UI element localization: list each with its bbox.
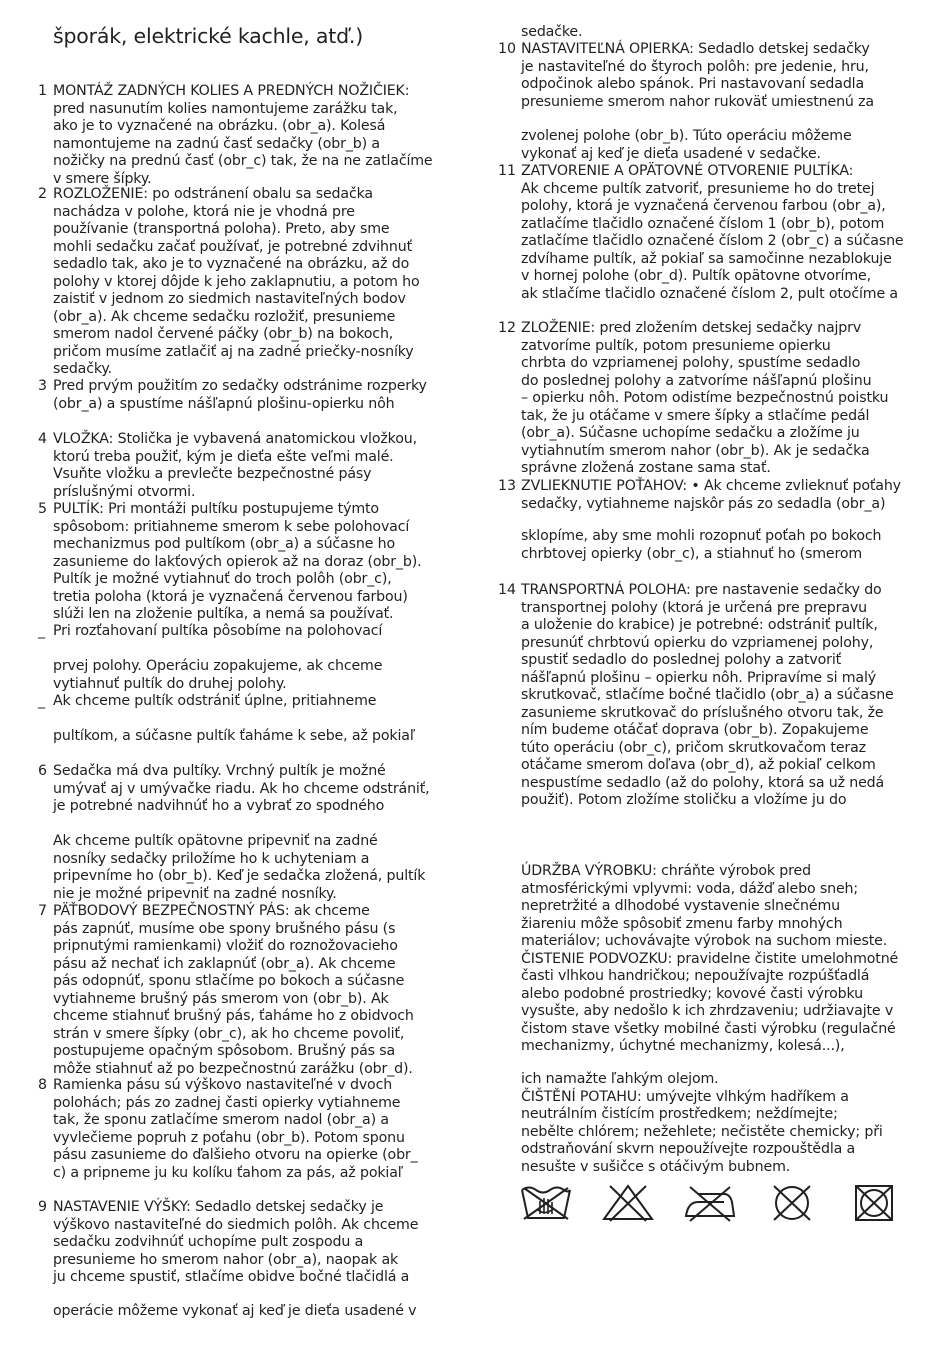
text-line: presunieme ho smerom nahor (obr_a), naopak ak [53, 1251, 399, 1268]
item-text [53, 431, 473, 501]
item-number: 13 [498, 478, 517, 494]
text-line: nosníky sedačky priložíme ho k uchyteniam a [53, 850, 370, 867]
text-line: v smere šípky. [53, 170, 152, 187]
item-text [53, 83, 473, 188]
text-line: používanie (transportná poloha). Preto, aby sme [53, 221, 390, 237]
text-line: PÄŤBODOVÝ BEZPEČNOSTNÝ PÁS: ak chceme [53, 903, 370, 919]
text-line: (obr_a). Ak chceme sedačku rozložiť, presunieme [53, 308, 396, 325]
text-line: polohách; pás zo zadnej časti opierky vytiahneme [53, 1094, 401, 1111]
text-line: a uloženie do krabice) je potrebné: odstrániť pultík, [521, 617, 878, 633]
text-line: Ak chceme pultík odstrániť úplne, pritiahneme [53, 693, 377, 709]
item-number: 10 [498, 41, 517, 57]
page-title: šporák, elektrické kachle, atď.) [53, 24, 364, 48]
text-line: mohli sedačku začať používať, je potrebné zdvihnuť [53, 238, 412, 255]
text-line: pultíkom, a súčasne pultík ťaháme k sebe, až pokiaľ [53, 728, 416, 744]
text-line: nachádza v polohe, ktorá nie je vhodná pre [53, 203, 355, 220]
item-number: 4 [38, 431, 48, 447]
item-text [53, 1199, 473, 1287]
item-text [521, 163, 941, 303]
text-line: chrbtovej opierky (obr_c), a stiahnuť ho (smerom [521, 545, 863, 562]
text-line: ČIŠTĚNÍ POTAHU: umývejte vlhkým hadříkem a [521, 1088, 849, 1105]
text-line: ZLOŽENIE: pred zložením detskej sedačky najprv [521, 320, 862, 336]
text-line: tretia poloha (ktorá je vyznačená červenou farbou) [53, 588, 408, 605]
item-number: _ [38, 693, 46, 709]
text-line: sedadlo tak, ako je to vyznačené na obrázku, až do [53, 256, 410, 272]
text-line: nebělte chlórem; nežehlete; nečistěte chemicky; při [521, 1123, 883, 1140]
text-line: presunúť chrbtovú opierku do vzpriamenej polohy, [521, 634, 874, 651]
text-line: ktorú treba použiť, kým je dieťa ešte veľmi malé. [53, 448, 394, 465]
text-line: vytiahnutím smerom nahor (obr_b). Ak je sedačka [521, 442, 870, 459]
no-tumble-dry-icon [848, 1184, 900, 1222]
text-line: sedačke. [521, 24, 583, 40]
text-line: pásu až nechať ich zaklapnúť (obr_a). Ak chceme [53, 955, 396, 972]
text-line: postupujeme opačným spôsobom. Brušný pás sa [53, 1043, 396, 1059]
text-line: polohy, ktorá je vyznačená červenou farbou (obr_a), [521, 198, 886, 214]
text-line: operácie môžeme vykonať aj keď je dieťa usadené v [53, 1303, 417, 1319]
item-text [521, 24, 941, 42]
text-line: vytiahnuť pultík do druhej polohy. [53, 675, 287, 692]
text-line: Pri rozťahovaní pultíka pôsobíme na polohovací [53, 623, 383, 639]
text-line: (obr_a) a spustíme nášľapnú plošinu-opierku nôh [53, 395, 395, 412]
no-bleach-icon [602, 1184, 654, 1222]
item-text [53, 728, 473, 746]
text-line: žiareniu môže spôsobiť zmenu farby mnohých [521, 915, 843, 932]
text-line: zvolenej polohe (obr_b). Túto operáciu môžeme [521, 128, 852, 144]
text-line: alebo podobné prostriedky; kovové časti výrobku [521, 985, 863, 1002]
item-text [53, 378, 473, 413]
text-line: tak, že ju otáčame v smere šípky a stlačíme pedál [521, 407, 870, 424]
no-dry-clean-icon [766, 1184, 818, 1222]
item-number: 9 [38, 1199, 48, 1215]
text-line: pás odopnúť, sponu stlačíme po bokoch a súčasne [53, 973, 405, 989]
text-line: materiálov; uchovávajte výrobok na suchom mieste. [521, 933, 888, 949]
item-text [521, 582, 941, 810]
text-line: zatvoríme pultík, potom presunieme opierku [521, 337, 831, 354]
item-number: 8 [38, 1077, 48, 1093]
text-line: presunieme smerom nahor rukoväť umiestnenú za [521, 93, 874, 110]
text-line: atmosférickými vplyvmi: voda, dážď alebo sneh; [521, 880, 859, 897]
text-line: pás zapnúť, musíme obe spony brušného pásu (s [53, 920, 396, 937]
item-text [521, 1071, 941, 1176]
text-line: (obr_a). Súčasne uchopíme sedačku a zložíme ju [521, 425, 860, 441]
text-line: polohy v ktorej dôjde k jeho zaklapnutiu, a potom ho [53, 273, 420, 290]
item-number: 7 [38, 903, 48, 919]
text-line: ÚDRŽBA VÝROBKU: chráňte výrobok pred [521, 863, 811, 879]
text-line: Ak chceme pultík zatvoriť, presunieme ho do tretej [521, 180, 875, 197]
text-line: do poslednej polohy a zatvoríme nášľapnú plošinu [521, 372, 872, 389]
text-line: zdvíhame pultík, až pokiaľ sa samočinne nezablokuje [521, 250, 892, 267]
text-line: vytiahneme brušný pás smerom von (obr_b). Ak [53, 990, 389, 1007]
text-line: ROZLOŽENIE: po odstránení obalu sa sedačka [53, 186, 373, 202]
text-line: mechanizmy, úchytné mechanizmy, kolesá...), [521, 1038, 845, 1054]
text-line: čistom stave všetky mobilné časti výrobku (regulačné [521, 1020, 896, 1037]
text-line: transportnej polohy (ktorá je určená pre prepravu [521, 599, 867, 616]
text-line: je nastaviteľné do štyroch polôh: pre jedenie, hru, [521, 58, 869, 75]
item-text [53, 658, 473, 693]
item-number: 1 [38, 83, 48, 99]
text-line: sedačku zodvihnúť uchopíme pult zospodu a [53, 1234, 364, 1250]
text-line: nožičky na prednú časť (obr_c) tak, že na ne zatlačíme [53, 153, 433, 169]
text-line: nepretržité a dlhodobé vystavenie slnečnému [521, 898, 840, 914]
text-line: NASTAVITEĽNÁ OPIERKA: Sedadlo detskej sedačky [521, 41, 870, 57]
text-line: zaistiť v jednom zo siedmich nastaviteľných bodov [53, 291, 406, 307]
text-line: chrbta do vzpriamenej polohy, spustíme sedadlo [521, 355, 861, 371]
text-line: nespustíme sedadlo (až do polohy, ktorá sa už nedá [521, 774, 885, 791]
text-line: príslušnými otvormi. [53, 483, 196, 500]
item-text [53, 833, 473, 903]
text-line: sklopíme, aby sme mohli rozopnuť poťah po bokoch [521, 528, 882, 544]
text-line: je potrebné nadvihnúť ho a vybrať zo spodného [53, 798, 385, 814]
text-line: mechanizmus pod pultíkom (obr_a) a súčasne ho [53, 536, 396, 552]
text-line: ZATVORENIE A OPÄTOVNÉ OTVORENIE PULTÍKA: [521, 163, 854, 179]
item-text [53, 903, 473, 1078]
text-line: zatlačíme tlačidlo označené číslom 1 (obr_b), potom [521, 215, 885, 232]
item-text [53, 1077, 473, 1182]
text-line: smerom nadol červené páčky (obr_b) na bokoch, [53, 326, 394, 342]
text-line: tak, že sponu zatlačíme smerom nadol (obr_a) a [53, 1112, 389, 1128]
item-text [53, 501, 473, 624]
item-text [521, 41, 941, 111]
text-line: MONTÁŽ ZADNÝCH KOLIES A PREDNÝCH NOŽIČIEK: [53, 83, 410, 99]
text-line: ním budeme otáčať doprava (obr_b). Zopakujeme [521, 722, 869, 738]
text-line: ju chceme spustiť, stlačíme obidve bočné tlačidlá a [53, 1269, 410, 1285]
text-line: VLOŽKA: Stolička je vybavená anatomickou vložkou, [53, 431, 417, 447]
text-line: môže stiahnuť až po bezpečnostnú zarážku (obr_d). [53, 1060, 413, 1077]
text-line: Vsuňte vložku a prevlečte bezpečnostné pásy [53, 466, 372, 482]
text-line: TRANSPORTNÁ POLOHA: pre nastavenie sedačky do [521, 582, 882, 598]
text-line: odstraňování skvrn nepoužívejte rozpouštědla a [521, 1141, 856, 1157]
item-text [53, 623, 473, 641]
text-line: použiť). Potom zložíme stoličku a vložíme ju do [521, 792, 847, 808]
text-line: pripevníme ho (obr_b). Keď je sedačka zložená, pultík [53, 868, 426, 884]
text-line: vykonať aj keď je dieťa usadené v sedačke. [521, 145, 821, 162]
text-line: otáčame smerom doľava (obr_d), až pokiaľ celkom [521, 757, 876, 773]
item-text [53, 186, 473, 379]
text-line: v hornej polohe (obr_d). Pultík opätovne otvoríme, [521, 268, 871, 284]
item-number: 3 [38, 378, 48, 394]
item-number: _ [38, 623, 46, 639]
text-line: pred nasunutím kolies namontujeme zarážku tak, [53, 100, 398, 117]
text-line: ČISTENIE PODVOZKU: pravidelne čistite umelohmotné [521, 950, 899, 967]
text-line: c) a pripneme ju ku kolíku ťahom za pás, až pokiaľ [53, 1164, 403, 1181]
text-line: časti vlhkou handričkou; nepoužívajte rozpúšťadlá [521, 968, 870, 984]
text-line: pričom musíme zatlačiť aj na zadné priečky-nosníky [53, 343, 414, 360]
text-line: nášľapnú plošinu – opierku nôh. Pripravíme si malý [521, 669, 877, 686]
text-line: sedačky. [53, 361, 113, 377]
item-text [53, 1303, 473, 1321]
text-line: ako je to vyznačené na obrázku. (obr_a). Kolesá [53, 118, 386, 134]
text-line: – opierku nôh. Potom odistíme bezpečnostnú poistku [521, 390, 889, 406]
item-number: 11 [498, 163, 517, 179]
text-line: chceme stiahnuť brušný pás, ťaháme ho z obidvoch [53, 1008, 414, 1024]
text-line: spustiť sedadlo do poslednej polohy a zatvoriť [521, 652, 842, 668]
text-line: ZVLIEKNUTIE POŤAHOV: • Ak chceme zvlieknuť poťahy [521, 478, 901, 494]
text-line: spôsobom: pritiahneme smerom k sebe polohovací [53, 518, 410, 535]
text-line: výškovo nastaviteľné do siedmich polôh. Ak chceme [53, 1216, 419, 1233]
hand-wash-icon [520, 1184, 572, 1222]
text-line: nie je možné pripevniť na zadné nosníky. [53, 885, 337, 902]
item-number: 5 [38, 501, 48, 517]
text-line: ak stlačíme tlačidlo označené číslom 2, pult otočíme a [521, 285, 898, 302]
text-line: nesušte v sušičce s otáčivým bubnem. [521, 1158, 791, 1175]
text-line: vyvlečieme popruh z poťahu (obr_b). Potom sponu [53, 1129, 405, 1146]
text-line: zatlačíme tlačidlo označené číslom 2 (obr_c) a súčasne [521, 233, 904, 249]
text-line: túto operáciu (obr_c), pričom skrutkovačom teraz [521, 739, 866, 756]
text-line: ich namažte ľahkým olejom. [521, 1071, 719, 1087]
text-line: vysušte, aby nedošlo k ich zhrdzaveniu; udržiavajte v [521, 1003, 894, 1019]
text-line: PULTÍK: Pri montáži pultíku postupujeme týmto [53, 501, 379, 517]
text-line: skrutkovač, stlačíme bočné tlačidlo (obr_a) a súčasne [521, 687, 894, 703]
item-number: 2 [38, 186, 48, 202]
text-line: strán v smere šípky (obr_c), ak ho chceme povoliť, [53, 1025, 405, 1042]
text-line: odpočinok alebo spánok. Pri nastavovaní sedadla [521, 76, 865, 92]
text-line: Pultík je možné vytiahnuť do troch polôh (obr_c), [53, 571, 392, 587]
item-number: 6 [38, 763, 48, 779]
text-line: Ak chceme pultík opätovne pripevniť na zadné [53, 833, 378, 849]
text-line: správne zložená zostane sama stať. [521, 460, 771, 476]
item-number: 14 [498, 582, 517, 598]
text-line: zasunieme do lakťových opierok až na doraz (obr_b). [53, 553, 422, 570]
item-text [53, 693, 473, 711]
text-line: Pred prvým použitím zo sedačky odstránime rozperky [53, 378, 427, 394]
text-line: slúži len na zloženie pultíka, a nemá sa používať. [53, 606, 394, 622]
item-text [521, 478, 941, 513]
item-text [521, 128, 941, 163]
text-line: NASTAVENIE VÝŠKY: Sedadlo detskej sedačky je [53, 1199, 384, 1215]
text-line: pásu zasunieme do ďalšieho otvoru na opierke (obr_ [53, 1147, 418, 1163]
item-text [521, 863, 941, 1056]
item-text [521, 320, 941, 478]
item-text [521, 528, 941, 563]
text-line: pripnutými ramienkami) vložiť do roznožovacieho [53, 938, 398, 954]
text-line: namontujeme na zadnú časť sedačky (obr_b) a [53, 135, 380, 152]
item-text [53, 763, 473, 816]
care-symbols [520, 1184, 900, 1224]
text-line: prvej polohy. Operáciu zopakujeme, ak chceme [53, 658, 383, 674]
text-line: Sedačka má dva pultíky. Vrchný pultík je možné [53, 763, 386, 779]
text-line: neutrálním čistícím prostředkem; neždímejte; [521, 1106, 838, 1122]
text-line: Ramienka pásu sú výškovo nastaviteľné v dvoch [53, 1077, 393, 1093]
text-line: umývať aj v umývačke riadu. Ak ho chceme odstrániť, [53, 780, 430, 797]
item-number: 12 [498, 320, 517, 336]
no-iron-icon [684, 1184, 736, 1222]
text-line: sedačky, vytiahneme najskôr pás zo sedadla (obr_a) [521, 495, 886, 512]
text-line: zasunieme skrutkovač do príslušného otvoru tak, že [521, 704, 884, 721]
